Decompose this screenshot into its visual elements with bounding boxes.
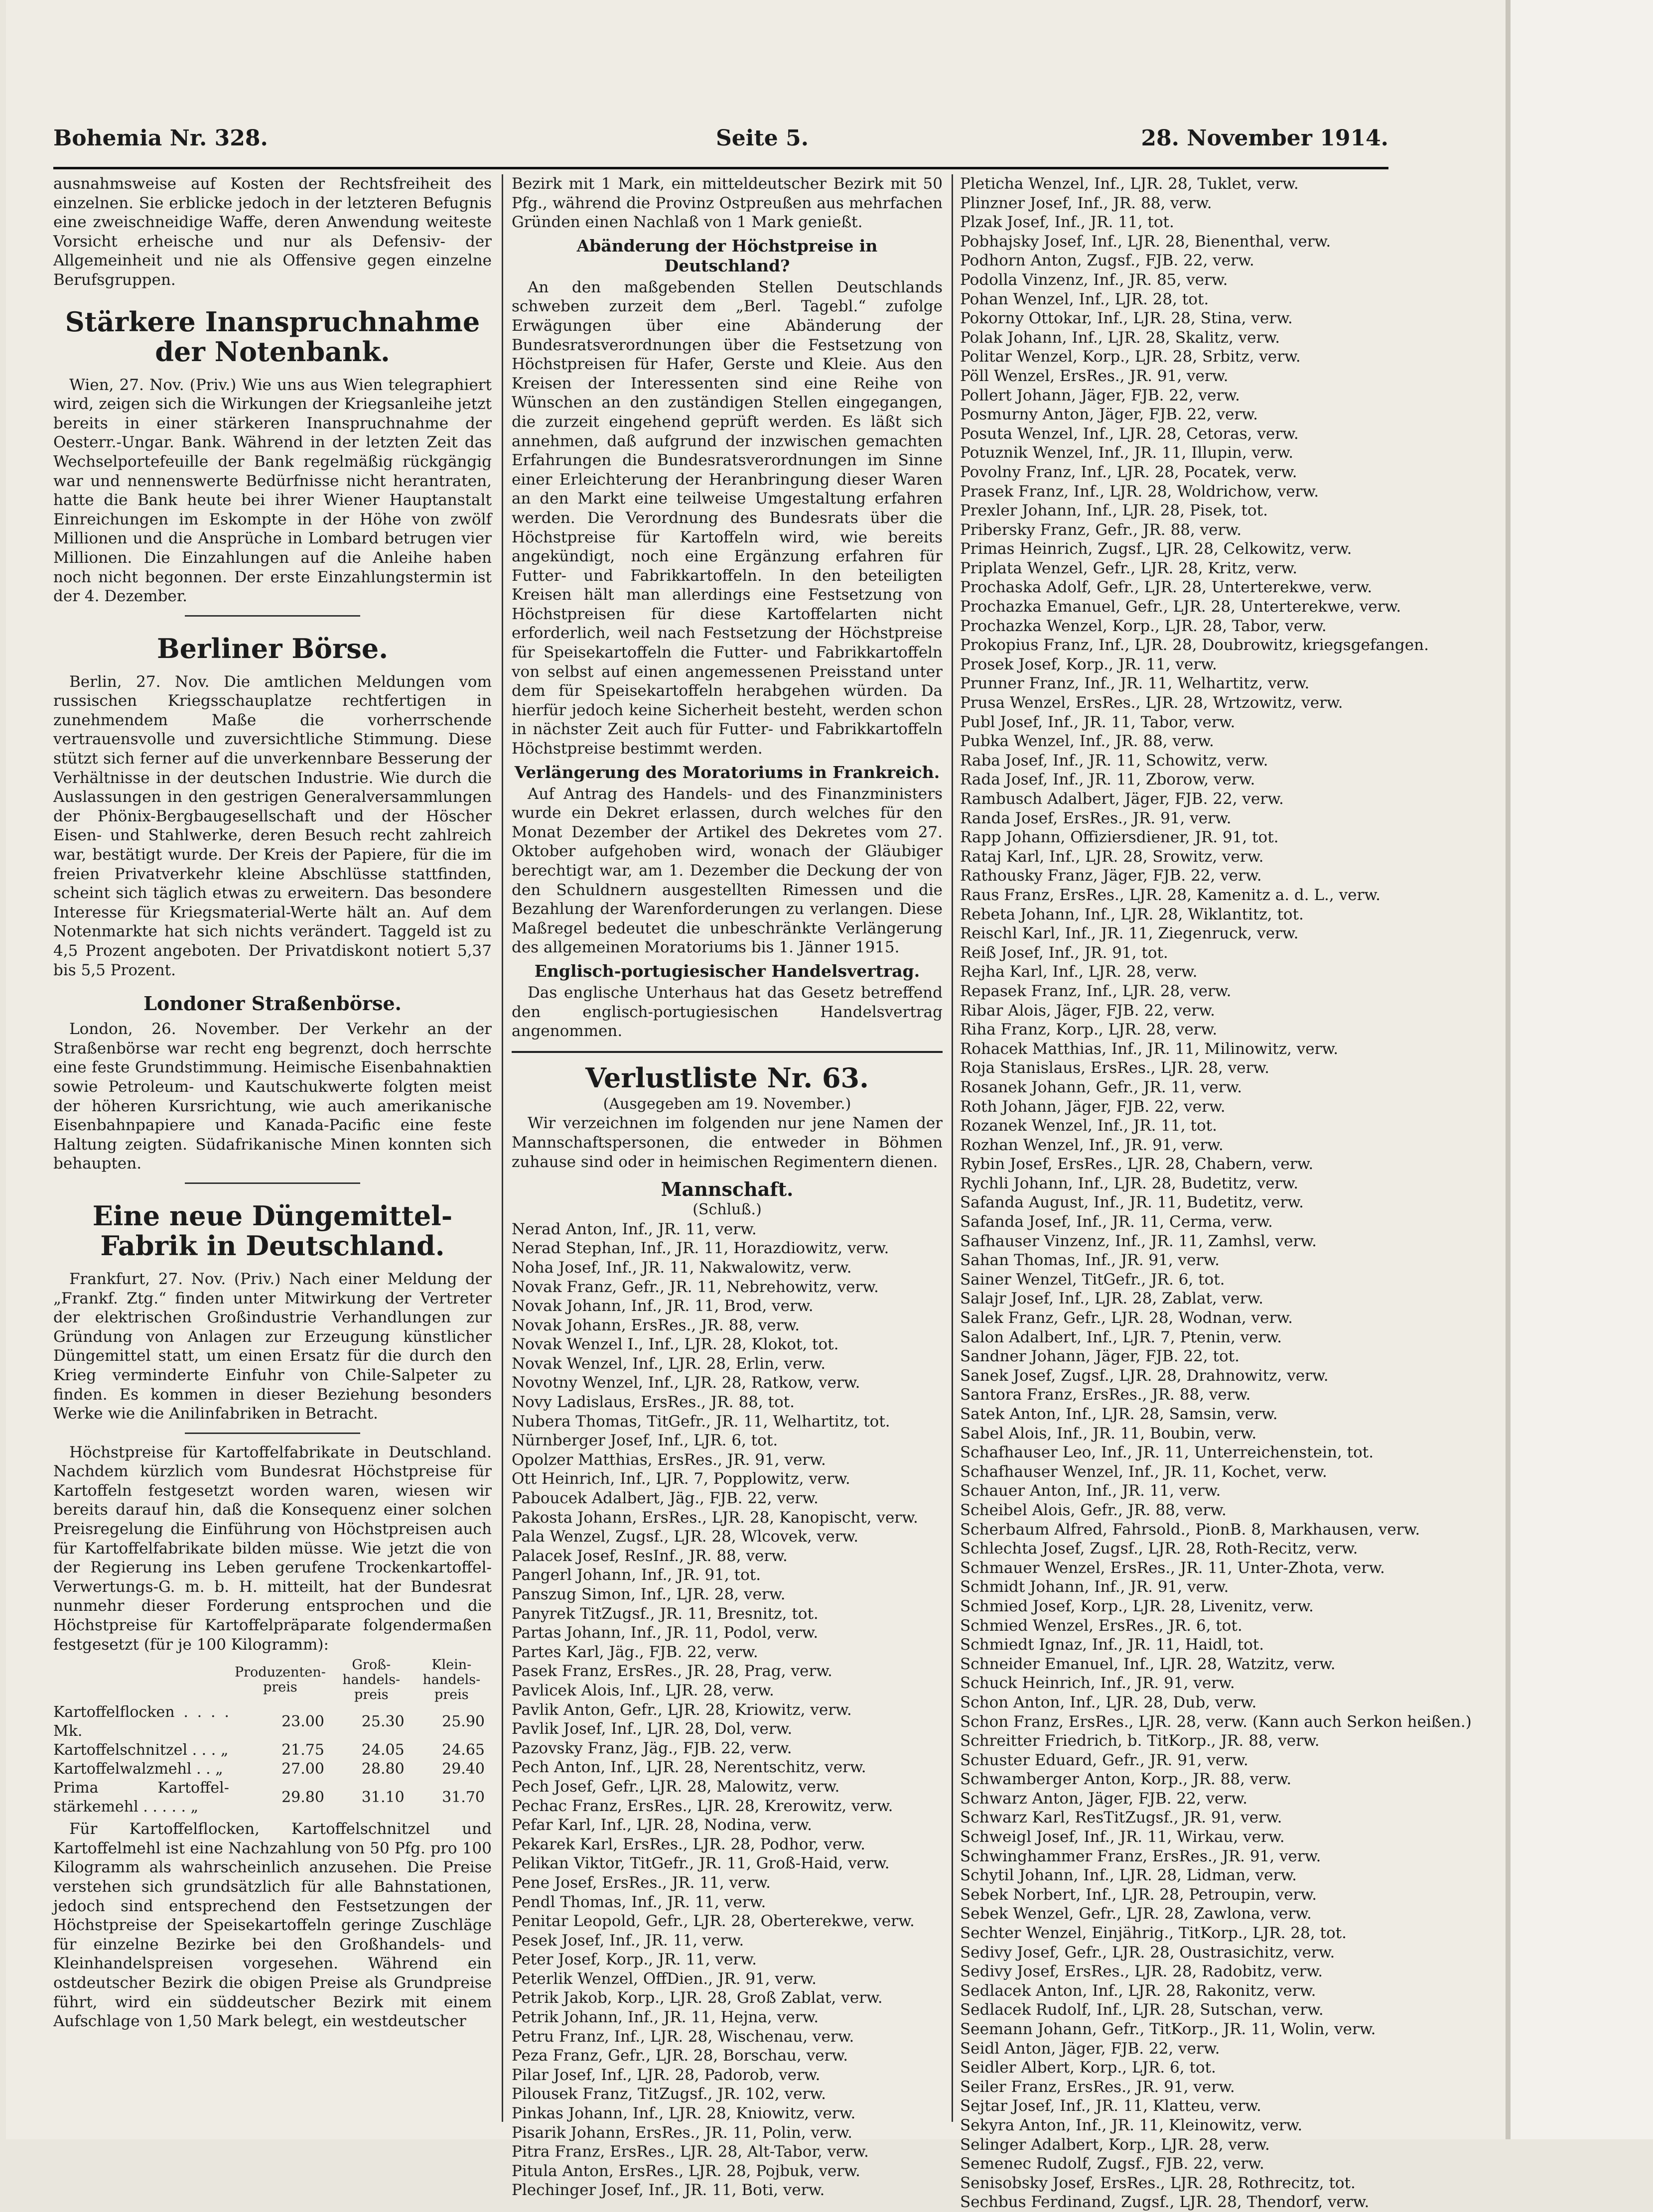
- article-title-berliner-boerse: Berliner Börse.: [156, 632, 388, 664]
- list-item: Peter Josef, Korp., JR. 11, verw.: [512, 1951, 757, 1969]
- list-item: Sabel Alois, Inf., JR. 11, Boubin, verw.: [960, 1424, 1257, 1442]
- list-item: Raba Josef, Inf., JR. 11, Schowitz, verw.: [960, 751, 1268, 770]
- list-item: Novy Ladislaus, ErsRes., JR. 88, tot.: [512, 1393, 795, 1412]
- list-item: Rozhan Wenzel, Inf., JR. 91, verw.: [960, 1136, 1224, 1154]
- table-cell: 31.70: [442, 1789, 485, 1807]
- article-title-handelsvertrag: Englisch-portugiesischer Handelsvertrag.: [534, 961, 920, 981]
- article-text-hoechstpreise-kartoffelfabrikate: Höchstpreise für Kartoffelfabrikate in Deutschland. Nachdem kürzlich vom Bundesrat Höchstpreise für Kartoffeln festgesetzt worden waren, wiesen wir bereits darauf hin, daß die Konsequenz einer solchen Preisregelung die Einführung von Höchstpreisen auch für Kartoffelfabrikate bilden müsse. Wie jetzt die von der Regierung ins Leben gerufene Trockenkartoffel-Verwertungs-G. m. b. H. mitteilt, hat der Bundesrat nunmehr dieser Forderung entsprochen und die Höchstpreise für Kartoffelpräparate folgendermaßen festgesetzt (für je 100 Kilogramm):: [53, 1443, 492, 1654]
- table-cell: 23.00: [281, 1713, 324, 1731]
- table-cell: 24.65: [442, 1741, 485, 1759]
- table-cell: 28.80: [361, 1760, 405, 1778]
- list-item: Roth Johann, Jäger, FJB. 22, verw.: [960, 1097, 1226, 1116]
- list-item: Paboucek Adalbert, Jäg., FJB. 22, verw.: [512, 1489, 819, 1508]
- table-cell: 21.75: [281, 1741, 324, 1759]
- list-item: Pangerl Johann, Inf., JR. 91, tot.: [512, 1566, 761, 1584]
- list-item: Novak Wenzel I., Inf., LJR. 28, Klokot, tot.: [512, 1335, 839, 1354]
- header-date: 28. November 1914.: [1141, 126, 1388, 151]
- article-text-berliner-boerse: Berlin, 27. Nov. Die amtlichen Meldungen vom russischen Kriegsschauplatze rechtfertigen in zunehmendem Maße die vorherrschende vertrauensvolle und zuversichtliche Stimmung. Diese stützt sich ferner auf die unverkennbare Besserung der Verhältnisse in der deutschen Industrie. Wie durch die Auslassungen in den gestrigen Generalversammlungen der Phönix-Bergbaugesellschaft und der Höscher Eisen- und Stahlwerke, deren Besuch recht zahlreich war, bestätigt wurde. Der Kreis der Papiere, für die im freien Privatverkehr kleine Abschlüsse stattfinden, scheint sich täglich etwas zu erweitern. Das besondere Interesse für Kriegsmaterial-Werte hält an. Auf dem Notenmarkte hat sich nichts verändert. Taggeld ist zu 4,5 Prozent angeboten. Der Privatdiskont notiert 5,37 bis 5,5 Prozent.: [53, 672, 492, 979]
- column-rule-1: [502, 174, 503, 2122]
- list-item: Sebek Norbert, Inf., LJR. 28, Petroupin, verw.: [960, 1885, 1317, 1904]
- list-item: Schon Anton, Inf., LJR. 28, Dub, verw.: [960, 1693, 1257, 1711]
- list-item: Schytil Johann, Inf., LJR. 28, Lidman, verw.: [960, 1866, 1297, 1885]
- list-item: Schmidt Johann, Inf., JR. 91, verw.: [960, 1578, 1229, 1596]
- list-item: Sechbus Ferdinand, Zugsf., LJR. 28, Thendorf, verw.: [960, 2193, 1370, 2212]
- article-title-moratorium: Verlängerung des Moratoriums in Frankreich.: [514, 762, 940, 782]
- article-text-londoner-strassenboerse: London, 26. November. Der Verkehr an der Straßenbörse war recht eng begrenzt, doch herrschte eine feste Grundstimmung. Heimische Eisenbahnaktien sowie Petroleum- und Kautschukwerte folgten meist der höheren Kursrichtung, wie auch amerikanische Eisenbahnpapiere und Kanada-Pacific eine feste Haltung zeigten. Südafrikanische Minen konnten sich behaupten.: [53, 1020, 492, 1173]
- price-table-header: Groß-handels-preis: [342, 1657, 401, 1703]
- page-edge: [1506, 0, 1653, 2139]
- list-item: Rada Josef, Inf., JR. 11, Zborow, verw.: [960, 771, 1255, 789]
- casualty-list-2: [960, 174, 1472, 2212]
- price-table-header: Produzenten-preis: [234, 1665, 326, 1695]
- list-item: Primas Heinrich, Zugsf., LJR. 28, Celkowitz, verw.: [960, 540, 1352, 558]
- list-item: Sedivy Josef, Gefr., LJR. 28, Oustrasichitz, verw.: [960, 1943, 1335, 1961]
- column-2: [512, 174, 943, 2200]
- list-item: Panszug Simon, Inf., LJR. 28, verw.: [512, 1585, 786, 1603]
- list-item: Schmied Wenzel, ErsRes., JR. 6, tot.: [960, 1616, 1242, 1635]
- list-item: Pelikan Viktor, TitGefr., JR. 11, Groß-Haid, verw.: [512, 1854, 890, 1873]
- list-item: Partas Johann, Inf., JR. 11, Podol, verw.: [512, 1624, 819, 1642]
- list-item: Schmiedt Ignaz, Inf., JR. 11, Haidl, tot.: [960, 1636, 1264, 1654]
- list-item: Rejha Karl, Inf., LJR. 28, verw.: [960, 963, 1198, 981]
- article-text-abaenderung-hoechstpreise: An den maßgebenden Stellen Deutschlands schweben zurzeit dem „Berl. Tagebl.“ zufolge Erwägungen über eine Abänderung der Bundesratsverordnungen über die Festsetzung von Höchstpreisen für Hafer, Gerste und Kleie. Aus den Kreisen der Interessenten sind eine Reihe von Wünschen an den zuständigen Stellen eingegangen, die zurzeit eingehend geprüft werden. Es läßt sich annehmen, daß aufgrund der inzwischen gemachten Erfahrungen die Bundesratsverordnungen im Sinne einer Erleichterung der Heranbringung dieser Waren an den Markt eine teilweise Umgestaltung erfahren werden. Die Verordnung des Bundesrats über die Höchstpreise für Kartoffeln wird, wie bereits angekündigt, noch eine Ergänzung erfahren für Futter- und Fabrikkartoffeln. In den beteiligten Kreisen hält man allerdings eine Festsetzung von Höchstpreisen für diese Kartoffelarten nicht erforderlich, weil nach Festsetzung der Höchstpreise für Speisekartoffeln die Futter- und Fabrikkartoffeln von selbst auf einen angemessenen Preisstand unter dem für Speisekartoffeln herabgehen würden. Da hierfür jedoch keine Sicherheit besteht, werden schon in nächster Zeit auch für Futter- und Fabrikkartoffeln Höchstpreise bestimmt werden.: [512, 278, 943, 758]
- col1-intro: ausnahmsweise auf Kosten der Rechtsfreiheit des einzelnen. Sie erblicke jedoch in der letzteren Befugnis eine zweischneidige Waffe, deren Anwendung weiteste Vorsicht erheische und nur als Defensiv- der Allgemeinheit und nie als Offensive gegen einzelne Berufsgruppen.: [53, 175, 492, 289]
- list-item: Pollert Johann, Jäger, FJB. 22, verw.: [960, 386, 1240, 404]
- list-item: Schreitter Friedrich, b. TitKorp., JR. 88, verw.: [960, 1732, 1320, 1750]
- separator: [185, 1182, 360, 1184]
- list-item: Prasek Franz, Inf., LJR. 28, Woldrichow, verw.: [960, 482, 1319, 501]
- casualty-list-1: [512, 1220, 943, 2200]
- table-row: [53, 1741, 492, 1760]
- list-item: Scheibel Alois, Gefr., JR. 88, verw.: [960, 1501, 1227, 1519]
- list-item: Nubera Thomas, TitGefr., JR. 11, Welhartitz, tot.: [512, 1412, 890, 1431]
- table-cell: 25.90: [442, 1713, 485, 1731]
- list-item: Pitra Franz, ErsRes., LJR. 28, Alt-Tabor, verw.: [512, 2143, 869, 2161]
- list-item: Rosanek Johann, Gefr., JR. 11, verw.: [960, 1078, 1242, 1096]
- list-item: Ott Heinrich, Inf., LJR. 7, Popplowitz, verw.: [512, 1470, 850, 1488]
- article-text-handelsvertrag: Das englische Unterhaus hat das Gesetz betreffend den englisch-portugiesischen Handelsvertrag angenommen.: [512, 983, 943, 1041]
- list-item: Sedlacek Anton, Inf., LJR. 28, Rakonitz, verw.: [960, 1981, 1316, 2000]
- separator: [512, 1051, 943, 1053]
- list-item: Sahan Thomas, Inf., JR. 91, verw.: [960, 1251, 1220, 1270]
- list-item: Scherbaum Alfred, Fahrsold., PionB. 8, Markhausen, verw.: [960, 1520, 1420, 1539]
- article-title-notenbank: Stärkere Inanspruchnahme der Notenbank.: [65, 305, 480, 368]
- list-item: Seiler Franz, ErsRes., JR. 91, verw.: [960, 2078, 1235, 2096]
- list-item: Sebek Wenzel, Gefr., LJR. 28, Zawlona, verw.: [960, 1905, 1312, 1923]
- list-item: Schafhauser Wenzel, Inf., JR. 11, Kochet, verw.: [960, 1462, 1327, 1481]
- list-item: Sedivy Josef, ErsRes., LJR. 28, Radobitz, verw.: [960, 1962, 1323, 1981]
- list-item: Pilar Josef, Inf., LJR. 28, Padorob, verw.: [512, 2066, 821, 2084]
- list-item: Schmied Josef, Korp., LJR. 28, Livenitz, verw.: [960, 1597, 1314, 1615]
- list-item: Priplata Wenzel, Gefr., LJR. 28, Kritz, verw.: [960, 559, 1298, 577]
- list-item: Schwarz Anton, Jäger, FJB. 22, verw.: [960, 1789, 1247, 1808]
- list-item: Novak Wenzel, Inf., LJR. 28, Erlin, verw.: [512, 1354, 826, 1373]
- list-item: Petrik Johann, Inf., JR. 11, Hejna, verw.: [512, 2008, 819, 2027]
- table-cell: 25.30: [361, 1713, 405, 1731]
- list-item: Rambusch Adalbert, Jäger, FJB. 22, verw.: [960, 790, 1284, 808]
- column-1: [53, 174, 492, 2127]
- list-item: Pendl Thomas, Inf., JR. 11, verw.: [512, 1893, 766, 1911]
- article-title-duengemittel: Eine neue Düngemittel-Fabrik in Deutschland.: [92, 1199, 453, 1262]
- list-item: Podhorn Anton, Zugsf., FJB. 22, verw.: [960, 252, 1254, 270]
- list-item: Pubka Wenzel, Inf., JR. 88, verw.: [960, 732, 1214, 751]
- list-item: Safhauser Vinzenz, Inf., JR. 11, Zamhsl, verw.: [960, 1232, 1317, 1250]
- list-item: Raus Franz, ErsRes., LJR. 28, Kamenitz a. d. L., verw.: [960, 886, 1380, 904]
- list-item: Sejtar Josef, Inf., JR. 11, Klatteu, verw.: [960, 2097, 1261, 2115]
- list-item: Pobhajsky Josef, Inf., LJR. 28, Bienenthal, verw.: [960, 232, 1331, 251]
- list-item: Povolny Franz, Inf., LJR. 28, Pocatek, verw.: [960, 463, 1297, 481]
- list-item: Schwinghammer Franz, ErsRes., JR. 91, verw.: [960, 1847, 1321, 1865]
- list-item: Santora Franz, ErsRes., JR. 88, verw.: [960, 1386, 1251, 1404]
- article-title-abaenderung-hoechstpreise: Abänderung der Höchstpreise in Deutschland?: [576, 236, 878, 275]
- list-item: Seidler Albert, Korp., LJR. 6, tot.: [960, 2059, 1216, 2077]
- list-item: Schweigl Josef, Inf., JR. 11, Wirkau, verw.: [960, 1828, 1285, 1846]
- col2-intro: Bezirk mit 1 Mark, ein mitteldeutscher Bezirk mit 50 Pfg., während die Provinz Ostpreußen aus mehrfachen Gründen einen Nachlaß von 1 Mark genießt.: [512, 175, 943, 232]
- table-cell: Prima Kartoffel-stärkemehl . . . . . „: [53, 1779, 229, 1816]
- list-item: Prochazka Emanuel, Gefr., LJR. 28, Unterterekwe, verw.: [960, 598, 1401, 616]
- list-item: Pavlicek Alois, Inf., LJR. 28, verw.: [512, 1681, 774, 1699]
- list-item: Novak Johann, ErsRes., JR. 88, verw.: [512, 1316, 800, 1334]
- header-page-number: Seite 5.: [716, 126, 809, 151]
- article-text-moratorium: Auf Antrag des Handels- und des Finanzministers wurde ein Dekret erlassen, durch welches für den Monat Dezember der Artikel des Dekretes vom 27. Oktober aufgehoben wird, wonach der Gläubiger berechtigt war, am 1. Dezember die Deckung der von den Schuldnern ausgestellten Rimessen und die Bezahlung der Warenforderungen zu verlangen. Diese Maßregel bedeutet die unbeschränkte Verlängerung des allgemeinen Moratoriums bis 1. Jänner 1915.: [512, 784, 943, 957]
- article-text-duengemittel: Frankfurt, 27. Nov. (Priv.) Nach einer Meldung der „Frankf. Ztg.“ finden unter Mitwirkung der Vertreter der elektrischen Großindustrie Verhandlungen zur Gründung von Anlagen zur Erzeugung künstlicher Düngemittel statt, um einen Ersatz für die durch den Krieg verminderte Einfuhr von Chile-Salpeter zu finden. Es kommen in dieser Beziehung besonders Werke wie die Anilinfabriken in Betracht.: [53, 1270, 492, 1423]
- section-subtitle-schluss: (Schluß.): [692, 1201, 762, 1219]
- list-item: Pilousek Franz, TitZugsf., JR. 102, verw.: [512, 2085, 826, 2103]
- article-title-verlustliste: Verlustliste Nr. 63.: [585, 1061, 869, 1094]
- list-item: Pavlik Anton, Gefr., LJR. 28, Kriowitz, verw.: [512, 1700, 852, 1719]
- table-cell: Kartoffelflocken . . . . Mk.: [53, 1703, 229, 1740]
- list-item: Pokorny Ottokar, Inf., LJR. 28, Stina, verw.: [960, 309, 1293, 328]
- list-item: Schmauer Wenzel, ErsRes., JR. 11, Unter-Zhota, verw.: [960, 1559, 1385, 1577]
- list-item: Pohan Wenzel, Inf., LJR. 28, tot.: [960, 290, 1209, 308]
- list-item: Polak Johann, Inf., LJR. 28, Skalitz, verw.: [960, 328, 1280, 347]
- list-item: Roja Stanislaus, ErsRes., LJR. 28, verw.: [960, 1059, 1270, 1077]
- list-item: Pakosta Johann, ErsRes., LJR. 28, Kanopischt, verw.: [512, 1508, 918, 1527]
- list-item: Partes Karl, Jäg., FJB. 22, verw.: [512, 1643, 758, 1661]
- list-item: Salon Adalbert, Inf., LJR. 7, Ptenin, verw.: [960, 1328, 1282, 1346]
- column-rule-2: [952, 174, 953, 2122]
- list-item: Nerad Stephan, Inf., JR. 11, Horazdiowitz, verw.: [512, 1239, 889, 1258]
- list-item: Pleticha Wenzel, Inf., LJR. 28, Tuklet, verw.: [960, 175, 1299, 193]
- article-text-notenbank: Wien, 27. Nov. (Priv.) Wie uns aus Wien telegraphiert wird, zeigen sich die Wirkungen der Kriegsanleihe jetzt bereits in einer stärkeren Inanspruchnahme der Oesterr.-Ungar. Bank. Während in der letzten Zeit das Wechselportefeuille der Bank regelmäßig rückgängig war und nennenswerte Bedürfnisse nicht herantraten, hatte die Bank heute bei ihrer Wiener Hauptanstalt Einreichungen im Eskompte in der Höhe von zwölf Millionen und die Ansprüche in Lombard betrugen vier Millionen. Die Einzahlungen auf die Anleihe haben noch nicht begonnen. Der erste Einzahlungstermin ist der 4. Dezember.: [53, 376, 492, 606]
- list-item: Podolla Vinzenz, Inf., JR. 85, verw.: [960, 270, 1228, 289]
- list-item: Sechter Wenzel, Einjährig., TitKorp., LJR. 28, tot.: [960, 1924, 1347, 1943]
- list-item: Rychli Johann, Inf., LJR. 28, Budetitz, verw.: [960, 1174, 1299, 1192]
- price-table-header: Klein-handels-preis: [422, 1657, 481, 1703]
- list-item: Palacek Josef, ResInf., JR. 88, verw.: [512, 1547, 788, 1565]
- list-item: Semenec Rudolf, Zugsf., FJB. 22, verw.: [960, 2155, 1264, 2173]
- list-item: Sainer Wenzel, TitGefr., JR. 6, tot.: [960, 1270, 1225, 1289]
- separator: [185, 1432, 360, 1434]
- list-item: Riha Franz, Korp., LJR. 28, verw.: [960, 1021, 1218, 1039]
- article-text-verlustliste: Wir verzeichnen im folgenden nur jene Namen der Mannschaftspersonen, die entweder in Böhmen zuhause sind oder in heimischen Regimentern dienen.: [512, 1114, 943, 1171]
- list-item: Pech Josef, Gefr., LJR. 28, Malowitz, verw.: [512, 1777, 840, 1796]
- list-item: Pech Anton, Inf., LJR. 28, Nerentschitz, verw.: [512, 1758, 866, 1777]
- list-item: Petrik Jakob, Korp., LJR. 28, Groß Zablat, verw.: [512, 1989, 883, 2007]
- list-item: Sanek Josef, Zugsf., LJR. 28, Drahnowitz, verw.: [960, 1366, 1329, 1385]
- list-item: Nerad Anton, Inf., JR. 11, verw.: [512, 1220, 757, 1238]
- list-item: Rathousky Franz, Jäger, FJB. 22, verw.: [960, 867, 1262, 885]
- table-cell: Kartoffelschnitzel . . . „: [53, 1741, 229, 1759]
- list-item: Publ Josef, Inf., JR. 11, Tabor, verw.: [960, 713, 1236, 731]
- table-cell: 24.05: [361, 1741, 405, 1759]
- verlustliste-date: (Ausgegeben am 19. November.): [603, 1095, 851, 1113]
- article-title-londoner-strassenboerse: Londoner Straßenbörse.: [143, 992, 402, 1015]
- section-title-mannschaft: Mannschaft.: [661, 1178, 794, 1201]
- list-item: Peterlik Wenzel, OffDien., JR. 91, verw.: [512, 1969, 817, 1988]
- list-item: Safanda Josef, Inf., JR. 11, Cerma, verw.: [960, 1213, 1273, 1231]
- list-item: Plzak Josef, Inf., JR. 11, tot.: [960, 213, 1174, 232]
- list-item: Prexler Johann, Inf., LJR. 28, Pisek, tot.: [960, 502, 1268, 520]
- newspaper-page: [6, 0, 1600, 2212]
- list-item: Novak Johann, Inf., JR. 11, Brod, verw.: [512, 1297, 814, 1315]
- table-row: [53, 1760, 492, 1779]
- list-item: Pöll Wenzel, ErsRes., JR. 91, verw.: [960, 367, 1229, 385]
- list-item: Sekyra Anton, Inf., JR. 11, Kleinowitz, verw.: [960, 2116, 1303, 2134]
- list-item: Ribar Alois, Jäger, FJB. 22, verw.: [960, 1001, 1215, 1020]
- list-item: Schlechta Josef, Zugsf., LJR. 28, Roth-Recitz, verw.: [960, 1540, 1358, 1558]
- page-header: [53, 126, 1388, 170]
- table-cell: Kartoffelwalzmehl . . „: [53, 1760, 223, 1778]
- list-item: Schwamberger Anton, Korp., JR. 88, verw.: [960, 1770, 1292, 1789]
- list-item: Plechinger Josef, Inf., JR. 11, Boti, verw.: [512, 2181, 825, 2200]
- list-item: Prokopius Franz, Inf., LJR. 28, Doubrowitz, kriegsgefangen.: [960, 636, 1429, 654]
- list-item: Reiß Josef, Inf., JR. 91, tot.: [960, 943, 1168, 962]
- header-publication: Bohemia Nr. 328.: [53, 126, 268, 151]
- price-table: [53, 1657, 492, 1817]
- column-3: [960, 174, 1472, 2212]
- list-item: Rebeta Johann, Inf., LJR. 28, Wiklantitz, tot.: [960, 905, 1304, 923]
- list-item: Potuznik Wenzel, Inf., JR. 11, Illupin, verw.: [960, 444, 1294, 462]
- list-item: Pavlik Josef, Inf., LJR. 28, Dol, verw.: [512, 1720, 793, 1738]
- list-item: Peza Franz, Gefr., LJR. 28, Borschau, verw.: [512, 2047, 848, 2065]
- list-item: Reischl Karl, Inf., JR. 11, Ziegenruck, verw.: [960, 924, 1299, 943]
- list-item: Prosek Josef, Korp., JR. 11, verw.: [960, 655, 1217, 673]
- table-row: [53, 1779, 492, 1817]
- list-item: Salajr Josef, Inf., LJR. 28, Zablat, verw.: [960, 1290, 1263, 1308]
- list-item: Satek Anton, Inf., LJR. 28, Samsin, verw.: [960, 1405, 1278, 1423]
- list-item: Schafhauser Leo, Inf., JR. 11, Unterreichenstein, tot.: [960, 1443, 1374, 1462]
- list-item: Sandner Johann, Jäger, FJB. 22, tot.: [960, 1347, 1240, 1366]
- list-item: Prunner Franz, Inf., JR. 11, Welhartitz, verw.: [960, 674, 1310, 693]
- list-item: Schuster Eduard, Gefr., JR. 91, verw.: [960, 1751, 1248, 1769]
- list-item: Pasek Franz, ErsRes., JR. 28, Prag, verw.: [512, 1662, 832, 1681]
- list-item: Schwarz Karl, ResTitZugsf., JR. 91, verw.: [960, 1809, 1282, 1827]
- list-item: Petru Franz, Inf., LJR. 28, Wischenau, verw.: [512, 2027, 854, 2046]
- list-item: Schneider Emanuel, Inf., LJR. 28, Watzitz, verw.: [960, 1655, 1336, 1673]
- price-table-header: [53, 1657, 229, 1703]
- list-item: Pechac Franz, ErsRes., LJR. 28, Krerowitz, verw.: [512, 1797, 893, 1815]
- list-item: Pala Wenzel, Zugsf., LJR. 28, Wlcovek, verw.: [512, 1528, 859, 1546]
- table-cell: 29.80: [281, 1789, 324, 1807]
- list-item: Prochazka Wenzel, Korp., LJR. 28, Tabor, verw.: [960, 617, 1327, 635]
- list-item: Schon Franz, ErsRes., LJR. 28, verw. (Kann auch Serkon heißen.): [960, 1712, 1472, 1731]
- list-item: Posmurny Anton, Jäger, FJB. 22, verw.: [960, 405, 1258, 424]
- list-item: Pefar Karl, Inf., LJR. 28, Nodina, verw.: [512, 1816, 812, 1834]
- table-cell: 27.00: [281, 1760, 324, 1778]
- list-item: Penitar Leopold, Gefr., LJR. 28, Oberterekwe, verw.: [512, 1912, 915, 1931]
- list-item: Posuta Wenzel, Inf., LJR. 28, Cetoras, verw.: [960, 424, 1299, 443]
- list-item: Panyrek TitZugsf., JR. 11, Bresnitz, tot.: [512, 1604, 819, 1623]
- list-item: Seidl Anton, Jäger, FJB. 22, verw.: [960, 2039, 1220, 2058]
- list-item: Pazovsky Franz, Jäg., FJB. 22, verw.: [512, 1739, 792, 1757]
- list-item: Politar Wenzel, Korp., LJR. 28, Srbitz, verw.: [960, 348, 1301, 366]
- list-item: Novotny Wenzel, Inf., LJR. 28, Ratkow, verw.: [512, 1374, 860, 1392]
- separator: [185, 615, 360, 617]
- list-item: Rapp Johann, Offiziersdiener, JR. 91, tot.: [960, 828, 1279, 847]
- list-item: Prusa Wenzel, ErsRes., LJR. 28, Wrtzowitz, verw.: [960, 694, 1343, 712]
- list-item: Seemann Johann, Gefr., TitKorp., JR. 11, Wolin, verw.: [960, 2020, 1376, 2038]
- list-item: Sedlacek Rudolf, Inf., LJR. 28, Sutschan, verw.: [960, 2001, 1324, 2019]
- price-table-head: [53, 1657, 492, 1703]
- list-item: Repasek Franz, Inf., LJR. 28, verw.: [960, 982, 1232, 1000]
- list-item: Rohacek Matthias, Inf., JR. 11, Milinowitz, verw.: [960, 1040, 1339, 1058]
- header-rule: [53, 167, 1388, 169]
- list-item: Pesek Josef, Inf., JR. 11, verw.: [512, 1931, 744, 1950]
- list-item: Plinzner Josef, Inf., JR. 88, verw.: [960, 194, 1212, 212]
- list-item: Pekarek Karl, ErsRes., LJR. 28, Podhor, verw.: [512, 1835, 865, 1853]
- list-item: Noha Josef, Inf., JR. 11, Nakwalowitz, verw.: [512, 1258, 852, 1277]
- list-item: Opolzer Matthias, ErsRes., JR. 91, verw.: [512, 1450, 826, 1469]
- list-item: Selinger Adalbert, Korp., LJR. 28, verw.: [960, 2135, 1270, 2154]
- list-item: Salek Franz, Gefr., LJR. 28, Wodnan, verw.: [960, 1309, 1293, 1327]
- table-cell: 31.10: [361, 1789, 405, 1807]
- list-item: Schuck Heinrich, Inf., JR. 91, verw.: [960, 1674, 1235, 1692]
- list-item: Rozanek Wenzel, Inf., JR. 11, tot.: [960, 1117, 1217, 1135]
- table-row: [53, 1703, 492, 1741]
- list-item: Pisarik Johann, ErsRes., JR. 11, Polin, verw.: [512, 2123, 853, 2142]
- list-item: Rybin Josef, ErsRes., LJR. 28, Chabern, verw.: [960, 1155, 1314, 1173]
- table-cell: 29.40: [442, 1760, 485, 1778]
- list-item: Safanda August, Inf., JR. 11, Budetitz, verw.: [960, 1193, 1304, 1212]
- list-item: Pinkas Johann, Inf., LJR. 28, Kniowitz, verw.: [512, 2104, 856, 2123]
- list-item: Nürnberger Josef, Inf., LJR. 6, tot.: [512, 1431, 778, 1450]
- list-item: Novak Franz, Gefr., JR. 11, Nebrehowitz, verw.: [512, 1278, 879, 1296]
- list-item: Schauer Anton, Inf., JR. 11, verw.: [960, 1482, 1221, 1500]
- list-item: Pribersky Franz, Gefr., JR. 88, verw.: [960, 520, 1242, 539]
- list-item: Randa Josef, ErsRes., JR. 91, verw.: [960, 809, 1232, 827]
- list-item: Pitula Anton, ErsRes., LJR. 28, Pojbuk, verw.: [512, 2162, 860, 2180]
- list-item: Pene Josef, ErsRes., JR. 11, verw.: [512, 1873, 771, 1892]
- article-text-nachzahlung: Für Kartoffelflocken, Kartoffelschnitzel und Kartoffelmehl ist eine Nachzahlung von 50 Pfg. pro 100 Kilogramm als wahrscheinlich anzusehen. Die Preise verstehen sich grundsätzlich für alle Bahnstationen, jedoch sind entsprechend den Festsetzungen der Höchstpreise der Speisekartoffeln geringe Zuschläge für einzelne Bezirke bei den Großhandels- und Kleinhandelspreisen vorgesehen. Während ein ostdeutscher Bezirk die obigen Preise als Grundpreise führt, wird ein süddeutscher Bezirk mit einem Aufschlage von 1,50 Mark belegt, ein westdeutscher: [53, 1820, 492, 2031]
- list-item: Rataj Karl, Inf., LJR. 28, Srowitz, verw.: [960, 847, 1264, 866]
- list-item: Prochaska Adolf, Gefr., LJR. 28, Unterterekwe, verw.: [960, 578, 1373, 597]
- list-item: Senisobsky Josef, ErsRes., LJR. 28, Rothrecitz, tot.: [960, 2174, 1356, 2192]
